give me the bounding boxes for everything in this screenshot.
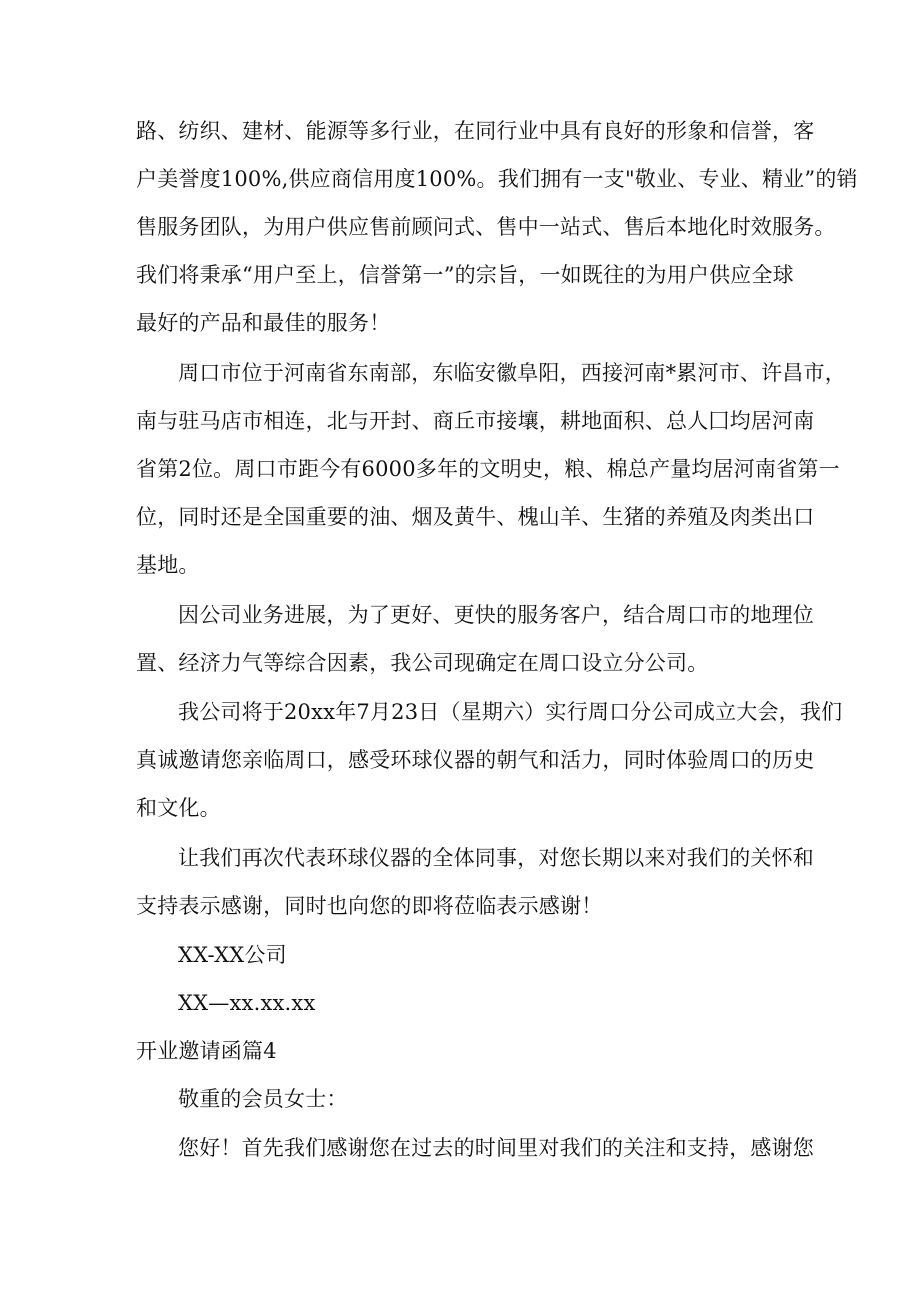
paragraph-5-line-1: 让我们再次代表环球仪器的全体同事，对您长期以来对我们的关怀和 bbox=[178, 846, 814, 870]
paragraph-2-line-5: 基地。 bbox=[136, 553, 200, 577]
paragraph-6-line-1: 您好！首先我们感谢您在过去的时间里对我们的关注和支持，感谢您 bbox=[178, 1136, 814, 1160]
paragraph-5-line-2: 支持表示感谢，同时也向您的即将莅临表示感谢！ bbox=[136, 894, 603, 918]
signature-date: XX—xx.xx.xx bbox=[178, 991, 316, 1015]
paragraph-3-line-1: 因公司业务进展，为了更好、更快的服务客户，结合周口市的地理位 bbox=[178, 603, 814, 627]
paragraph-2-line-1: 周口市位于河南省东南部，东临安徽阜阳，西接河南*累河市、许昌市， bbox=[178, 361, 846, 385]
paragraph-1-line-4: 我们将秉承“用户至上，信誉第一”的宗旨，一如既往的为用户供应全球 bbox=[136, 263, 794, 287]
signature-company: XX-XX公司 bbox=[178, 943, 287, 967]
paragraph-1-line-2: 户美誉度100%,供应商信用度100%。我们拥有一支"敬业、专业、精业”的销 bbox=[136, 167, 858, 191]
paragraph-4-line-1: 我公司将于20xx年7月23日（星期六）实行周口分公司成立大会，我们 bbox=[178, 700, 843, 724]
paragraph-1-line-3: 售服务团队，为用户供应售前顾问式、售中一站式、售后本地化时效服务。 bbox=[136, 215, 836, 239]
paragraph-1-line-1: 路、纺织、建材、能源等多行业，在同行业中具有良好的形象和信誉，客 bbox=[136, 119, 815, 143]
paragraph-2-line-2: 南与驻马店市相连，北与开封、商丘市接壤，耕地面积、总人囗均居河南 bbox=[136, 409, 815, 433]
salutation: 敬重的会员女士： bbox=[178, 1087, 348, 1111]
paragraph-3-line-2: 置、经济力气等综合因素，我公司现确定在周口设立分公司。 bbox=[136, 651, 709, 675]
paragraph-1-line-5: 最好的产品和最佳的服务！ bbox=[136, 311, 391, 335]
paragraph-4-line-3: 和文化。 bbox=[136, 796, 221, 820]
paragraph-4-line-2: 真诚邀请您亲临周口，感受环球仪器的朝气和活力，同时体验周口的历史 bbox=[136, 748, 815, 772]
paragraph-2-line-4: 位，同时还是全国重要的油、烟及黄牛、槐山羊、生猪的养殖及肉类出口 bbox=[136, 505, 815, 529]
section-heading: 开业邀请函篇4 bbox=[136, 1039, 277, 1063]
paragraph-2-line-3: 省第2位。周口市距今有6000多年的文明史，粮、棉总产量均居河南省第一 bbox=[136, 457, 840, 481]
